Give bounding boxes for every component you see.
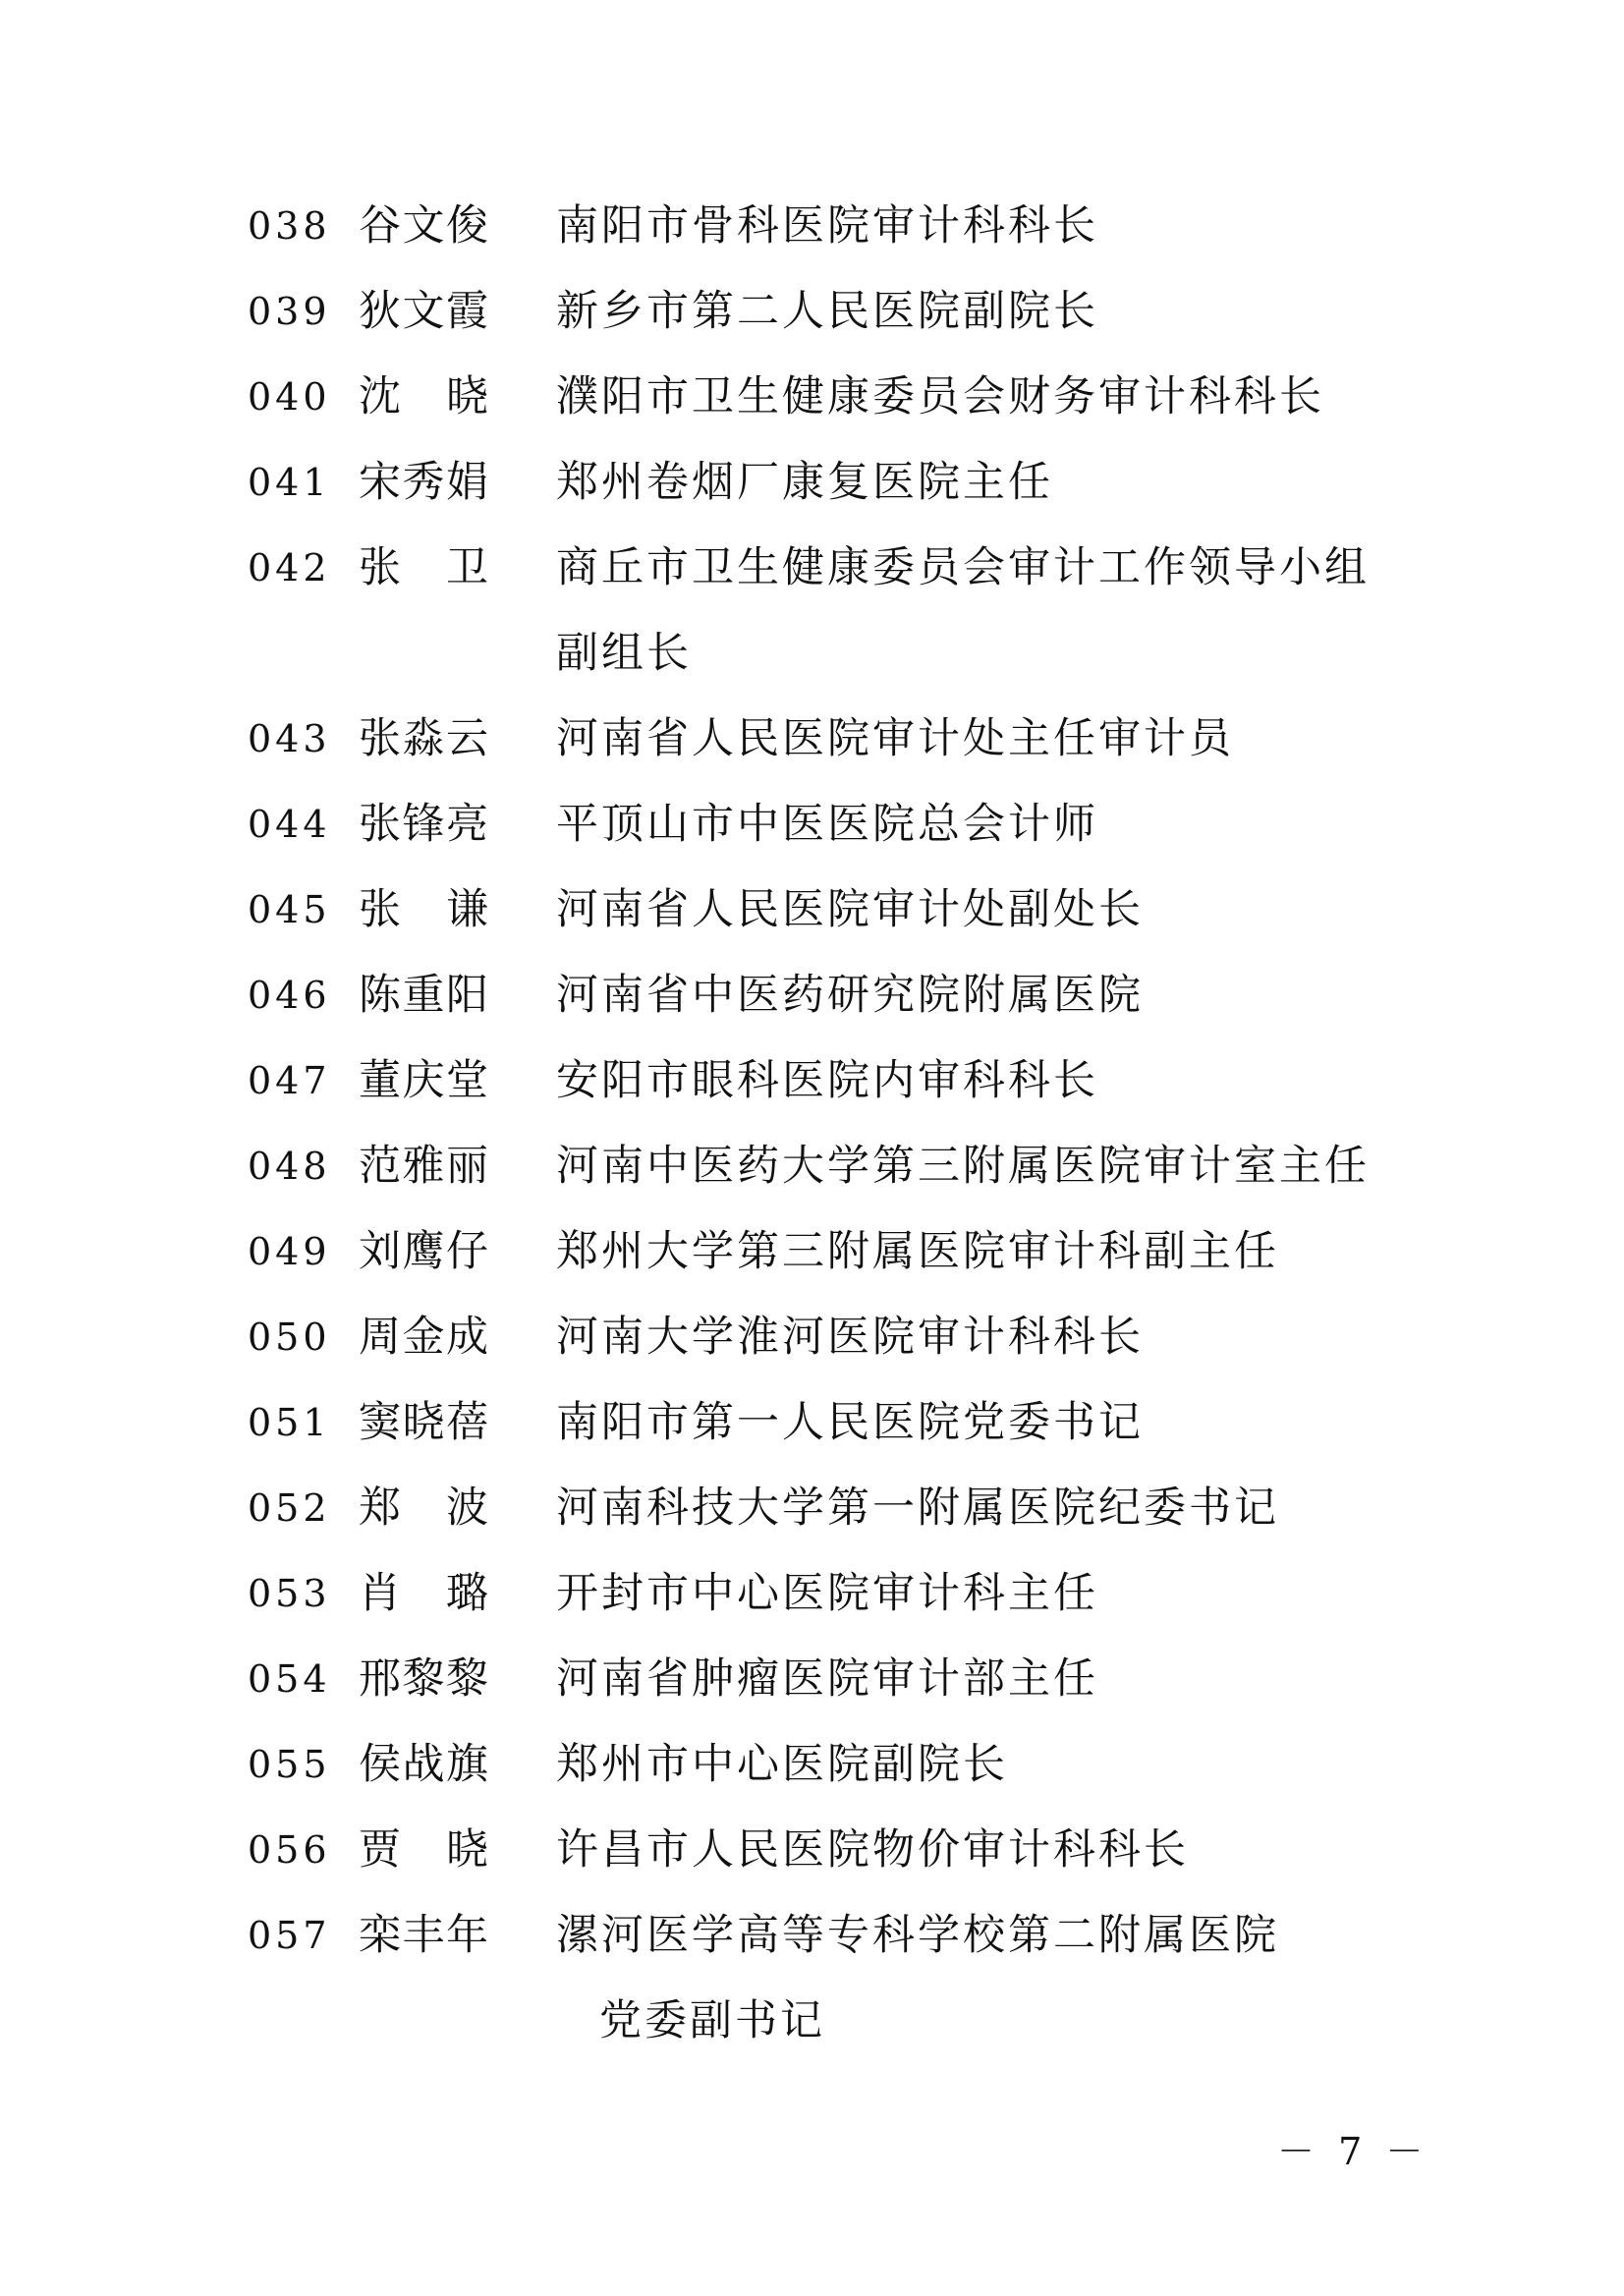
entry-position: 河南省人民医院审计处主任审计员 bbox=[556, 714, 1234, 763]
entry-position: 安阳市眼科医院内审科科长 bbox=[556, 1056, 1098, 1105]
entry-name: 邢黎黎 bbox=[359, 1654, 488, 1704]
entry-number: 052 bbox=[248, 1486, 331, 1530]
entry-number: 048 bbox=[248, 1145, 331, 1188]
entry-number: 038 bbox=[248, 204, 331, 248]
entry-name: 狄文霞 bbox=[359, 287, 488, 336]
entry-number: 049 bbox=[248, 1230, 331, 1273]
entry-position: 南阳市骨科医院审计科科长 bbox=[556, 201, 1098, 251]
page-number: － 7 － bbox=[1277, 2130, 1429, 2173]
entry-name: 沈晓 bbox=[359, 372, 488, 421]
entry-position: 河南中医药大学第三附属医院审计室主任 bbox=[556, 1142, 1370, 1191]
entry-number: 040 bbox=[248, 375, 331, 419]
entry-name: 范雅丽 bbox=[359, 1142, 488, 1191]
entry-number: 053 bbox=[248, 1572, 331, 1615]
entry-number: 043 bbox=[248, 717, 331, 760]
entry-name: 窦晓蓓 bbox=[359, 1398, 488, 1447]
entry-name: 张锋亮 bbox=[359, 800, 488, 849]
entry-position: 郑州卷烟厂康复医院主任 bbox=[556, 458, 1053, 507]
entry-number: 054 bbox=[248, 1657, 331, 1701]
entry-position-continued: 副组长 bbox=[556, 629, 692, 678]
entry-name: 谷文俊 bbox=[359, 201, 488, 251]
entry-number: 046 bbox=[248, 974, 331, 1017]
entry-name: 周金成 bbox=[359, 1313, 488, 1362]
entry-number: 051 bbox=[248, 1401, 331, 1444]
entry-number: 044 bbox=[248, 803, 331, 846]
entry-number: 045 bbox=[248, 888, 331, 931]
entry-number: 039 bbox=[248, 290, 331, 333]
entry-name: 肖璐 bbox=[359, 1569, 488, 1618]
entry-name: 郑波 bbox=[359, 1484, 488, 1533]
entry-name: 刘鹰仔 bbox=[359, 1227, 488, 1276]
entry-position: 漯河医学高等专科学校第二附属医院 bbox=[556, 1911, 1279, 1960]
entry-name: 宋秀娟 bbox=[359, 458, 488, 507]
entry-name: 张卫 bbox=[359, 543, 488, 592]
entry-position: 河南省肿瘤医院审计部主任 bbox=[556, 1654, 1098, 1704]
entry-position: 河南大学淮河医院审计科科长 bbox=[556, 1313, 1144, 1362]
entry-position: 平顶山市中医医院总会计师 bbox=[556, 800, 1098, 849]
entry-position: 河南省人民医院审计处副处长 bbox=[556, 885, 1144, 934]
entry-name: 贾晓 bbox=[359, 1825, 488, 1875]
entry-position: 郑州大学第三附属医院审计科副主任 bbox=[556, 1227, 1279, 1276]
entry-position: 新乡市第二人民医院副院长 bbox=[556, 287, 1098, 336]
entry-number: 050 bbox=[248, 1316, 331, 1359]
entry-name: 张淼云 bbox=[359, 714, 488, 763]
entry-name: 张谦 bbox=[359, 885, 488, 934]
entry-position: 河南科技大学第一附属医院纪委书记 bbox=[556, 1484, 1279, 1533]
entry-name: 陈重阳 bbox=[359, 971, 488, 1020]
entry-position: 郑州市中心医院副院长 bbox=[556, 1740, 1008, 1789]
entry-position: 开封市中心医院审计科主任 bbox=[556, 1569, 1098, 1618]
entry-position: 南阳市第一人民医院党委书记 bbox=[556, 1398, 1144, 1447]
entry-number: 056 bbox=[248, 1828, 331, 1872]
entry-number: 057 bbox=[248, 1914, 331, 1957]
entry-position-continued: 党委副书记 bbox=[599, 1996, 825, 2045]
entry-number: 041 bbox=[248, 461, 331, 504]
entry-name: 董庆堂 bbox=[359, 1056, 488, 1105]
entry-name: 栾丰年 bbox=[359, 1911, 488, 1960]
entry-number: 055 bbox=[248, 1743, 331, 1786]
entry-position: 商丘市卫生健康委员会审计工作领导小组 bbox=[556, 543, 1370, 592]
entry-position: 许昌市人民医院物价审计科科长 bbox=[556, 1825, 1189, 1875]
entry-position: 濮阳市卫生健康委员会财务审计科科长 bbox=[556, 372, 1324, 421]
entry-number: 047 bbox=[248, 1059, 331, 1102]
entry-position: 河南省中医药研究院附属医院 bbox=[556, 971, 1144, 1020]
entry-number: 042 bbox=[248, 546, 331, 589]
entry-name: 侯战旗 bbox=[359, 1740, 488, 1789]
